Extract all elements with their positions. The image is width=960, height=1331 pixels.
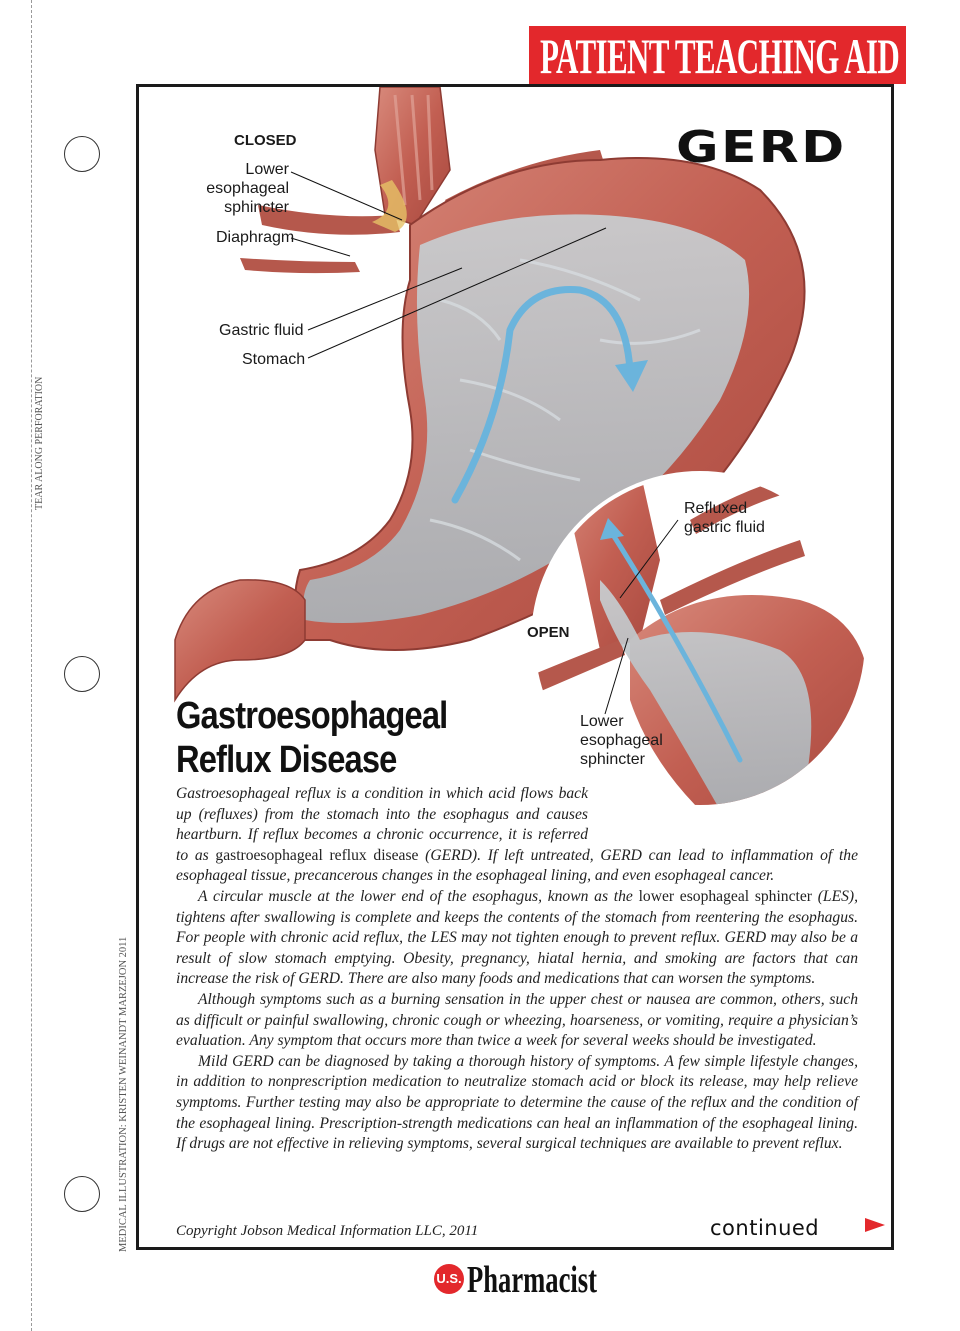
closed-label: CLOSED (234, 132, 297, 149)
banner-title: PATIENT TEACHING AID (540, 28, 900, 84)
paragraph-2: A circular muscle at the lower end of the esophagus, known as the lower esophageal sphincter (LES), tightens after swallowing is complete and keeps the contents of the stomach from reentering the esophagus. For people with chronic acid reflux, the LES may not tighten enough to prevent reflux. GERD may also be a result of slow stomach emptying. Obesity, pregnancy, hiatal hernia, and smoking are factors that can increase the risk of GERD. There are also many foods and medications that can worsen the symptoms. (176, 887, 859, 988)
duodenum (175, 580, 305, 700)
diaphragm-label: Diaphragm (216, 229, 295, 246)
topic-title: GERD (676, 122, 847, 173)
open-label: OPEN (527, 624, 570, 641)
stomach-label: Stomach (242, 351, 306, 368)
inset-les-label: Lower esophageal sphincter (580, 713, 663, 768)
gastric-fluid-label: Gastric fluid (219, 322, 304, 339)
perforation-note: TEAR ALONG PERFORATION (34, 376, 45, 510)
paragraph-4: Mild GERD can be diagnosed by taking a thorough history of symptoms. A few simple lifestyle changes, in addition to nonprescription medication to neutralize stomach acid or block its release, may help relieve symptoms. Further testing may also be appropriate to determine the cause of the reflux and the condition of the esophageal lining. Prescription-strength medications can heal an inflammation of the esophageal lining. If drugs are not effective in relieving symptoms, several surgical techniques are available to prevent reflux. (176, 1052, 858, 1153)
les-label: Lower esophageal sphincter (206, 161, 289, 216)
publisher-logo-badge: U.S. (434, 1264, 464, 1294)
article-body (176, 784, 858, 1155)
paragraph-1: Gastroesophageal reflux is a condition in which acid flows back up (refluxes) from the stomach into the esophagus and causes heartburn. If reflux becomes a chronic occurrence, it is referred to as gastroesophageal reflux disease (GERD). If left untreated, GERD can lead to inflammation of the esophageal tissue, precancerous changes in the esophageal lining, and even esophageal cancer. (176, 785, 858, 885)
illustration-credit: MEDICAL ILLUSTRATION: KRISTEN WEINANDT MARZEJON 2011 (118, 936, 129, 1252)
refluxed-label: Refluxed gastric fluid (684, 500, 765, 536)
paragraph-3: Although symptoms such as a burning sensation in the upper chest or nausea are common, others, such as difficult or painful swallowing, chronic cough or wheezing, hoarseness, or vomiting, require a physician’s evaluation. Any symptom that occurs more than twice a week for several weeks should be investigated. (176, 990, 858, 1050)
continued-link[interactable]: continued (710, 1216, 820, 1240)
continued-arrow-icon[interactable] (865, 1218, 885, 1232)
article-title: Gastroesophageal Reflux Disease (176, 695, 448, 781)
copyright-notice: Copyright Jobson Medical Information LLC, 2011 (176, 1223, 479, 1239)
binder-hole-bottom (64, 1176, 100, 1212)
publisher-logo-word: Pharmacist (467, 1259, 598, 1301)
